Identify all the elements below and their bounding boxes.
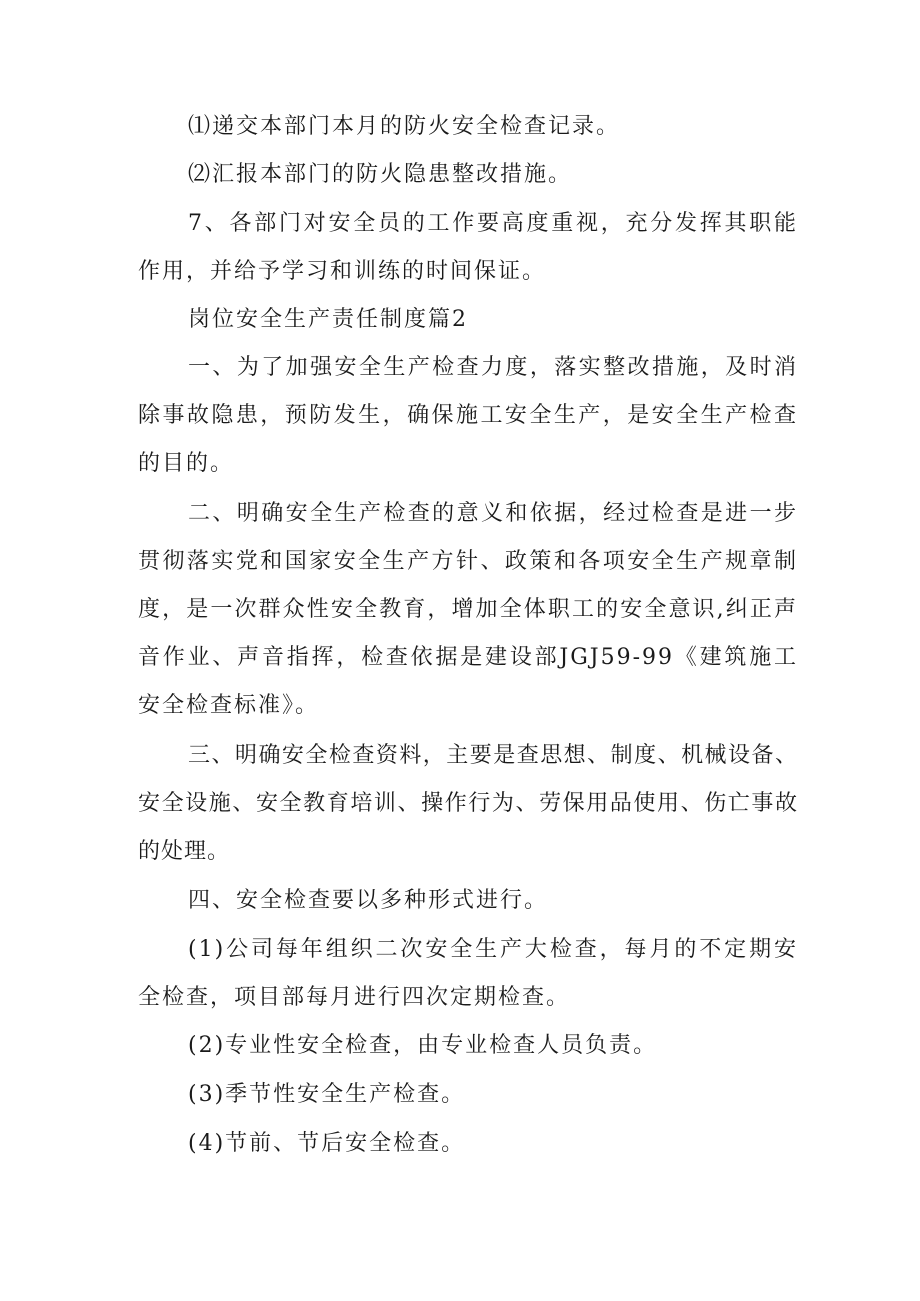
paragraph-5: 一、为了加强安全生产检查力度，落实整改措施，及时消除事故隐患，预防发生，确保施工安全生产，是安全生产检查的目的。	[138, 355, 798, 476]
paragraph-3: 7、各部门对安全员的工作要高度重视，充分发挥其职能作用，并给予学习和训练的时间保证。	[138, 211, 798, 284]
paragraph-6: 二、明确安全生产检查的意义和依据，经过检查是进一步贯彻落实党和国家安全生产方针、政策和各项安全生产规章制度，是一次群众性安全教育，增加全体职工的安全意识,纠正声音作业、声音指挥，检查依据是建设部JGJ59-99《建筑施工安全检查标准》。	[138, 501, 798, 718]
paragraph-10: (2)专业性安全检查，由专业检查人员负责。	[188, 1033, 658, 1058]
paragraph-9: (1)公司每年组织二次安全生产大检查，每月的不定期安全检查，项目部每月进行四次定期检查。	[138, 937, 798, 1010]
section-heading: 岗位安全生产责任制度篇2	[188, 307, 468, 332]
paragraph-2: ⑵汇报本部门的防火隐患整改措施。	[188, 162, 573, 187]
paragraph-11: (3)季节性安全生产检查。	[188, 1082, 466, 1107]
paragraph-8: 四、安全检查要以多种形式进行。	[188, 888, 549, 913]
paragraph-12: (4)节前、节后安全检查。	[188, 1131, 466, 1156]
paragraph-1: ⑴递交本部门本月的防火安全检查记录。	[188, 114, 621, 139]
paragraph-7: 三、明确安全检查资料，主要是查思想、制度、机械设备、安全设施、安全教育培训、操作行为、劳保用品使用、伤亡事故的处理。	[138, 743, 798, 864]
